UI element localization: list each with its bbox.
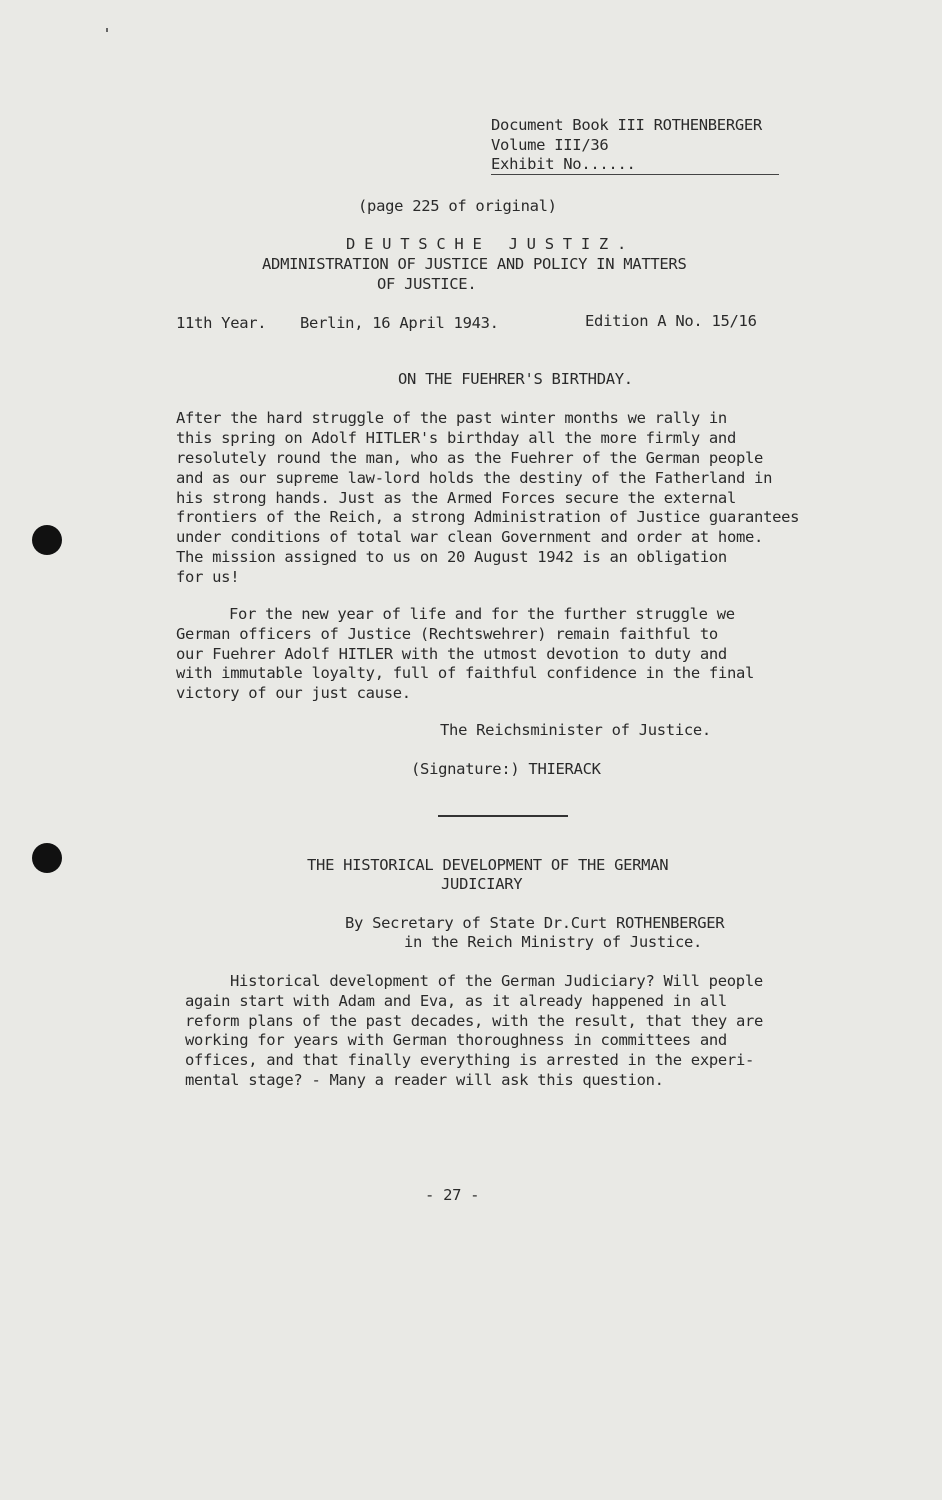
page-number: - 27 -	[425, 1186, 480, 1204]
section2-para1-line: reform plans of the past decades, with the result, that they are	[185, 1012, 764, 1030]
section2-heading-2: JUDICIARY	[441, 875, 523, 893]
section1-para2-line: victory of our just cause.	[176, 684, 411, 702]
section1-para2-line: with immutable loyalty, full of faithful confidence in the final	[176, 664, 755, 682]
section1-para1-line: his strong hands. Just as the Armed Forces secure the external	[176, 489, 736, 507]
section1-signoff: The Reichsminister of Justice.	[440, 721, 711, 739]
issue-edition: Edition A No. 15/16	[585, 312, 757, 330]
section1-para2-line: For the new year of life and for the further struggle we	[229, 605, 735, 623]
section1-para1-line: frontiers of the Reich, a strong Administration of Justice guarantees	[176, 508, 800, 526]
section2-para1-line: Historical development of the German Judiciary? Will people	[230, 972, 763, 990]
masthead-subtitle-1: ADMINISTRATION OF JUSTICE AND POLICY IN MATTERS	[262, 255, 687, 273]
section1-para1-line: under conditions of total war clean Government and order at home.	[176, 528, 764, 546]
section1-para1-line: The mission assigned to us on 20 August 1942 is an obligation	[176, 548, 727, 566]
section1-para2-line: our Fuehrer Adolf HITLER with the utmost devotion to duty and	[176, 645, 727, 663]
section2-para1-line: mental stage? - Many a reader will ask this question.	[185, 1071, 664, 1089]
masthead-title: D E U T S C H E J U S T I Z .	[346, 235, 626, 253]
exhibit-underline	[491, 174, 779, 175]
section2-para1-line: working for years with German thoroughness in committees and	[185, 1031, 727, 1049]
section1-para1-line: this spring on Adolf HITLER's birthday all the more firmly and	[176, 429, 736, 447]
issue-year: 11th Year.	[176, 314, 267, 332]
section1-para1-line: for us!	[176, 568, 240, 586]
section1-heading: ON THE FUEHRER'S BIRTHDAY.	[398, 370, 633, 388]
section2-byline-2: in the Reich Ministry of Justice.	[404, 933, 703, 951]
section2-para1-line: offices, and that finally everything is arrested in the experi-	[185, 1051, 755, 1069]
section2-para1-line: again start with Adam and Eva, as it already happened in all	[185, 992, 727, 1010]
masthead-subtitle-2: OF JUSTICE.	[377, 275, 477, 293]
punch-hole-bottom	[32, 843, 62, 873]
section1-para2-line: German officers of Justice (Rechtswehrer) remain faithful to	[176, 625, 718, 643]
section1-signature: (Signature:) THIERACK	[411, 760, 601, 778]
section1-para1-line: resolutely round the man, who as the Fuehrer of the German people	[176, 449, 764, 467]
section1-para1-line: and as our supreme law-lord holds the destiny of the Fatherland in	[176, 469, 773, 487]
issue-place-date: Berlin, 16 April 1943.	[300, 314, 499, 332]
section2-byline-1: By Secretary of State Dr.Curt ROTHENBERGER	[345, 914, 725, 932]
section1-para1-line: After the hard struggle of the past winter months we rally in	[176, 409, 727, 427]
doc-ref-line1: Document Book III ROTHENBERGER	[491, 116, 762, 134]
doc-ref-line2: Volume III/36	[491, 136, 609, 154]
page-note: (page 225 of original)	[358, 197, 557, 215]
section2-heading-1: THE HISTORICAL DEVELOPMENT OF THE GERMAN	[307, 856, 669, 874]
section-divider	[438, 815, 568, 817]
punch-hole-top	[32, 525, 62, 555]
doc-ref-line3: Exhibit No......	[491, 155, 636, 173]
speck	[106, 28, 108, 32]
